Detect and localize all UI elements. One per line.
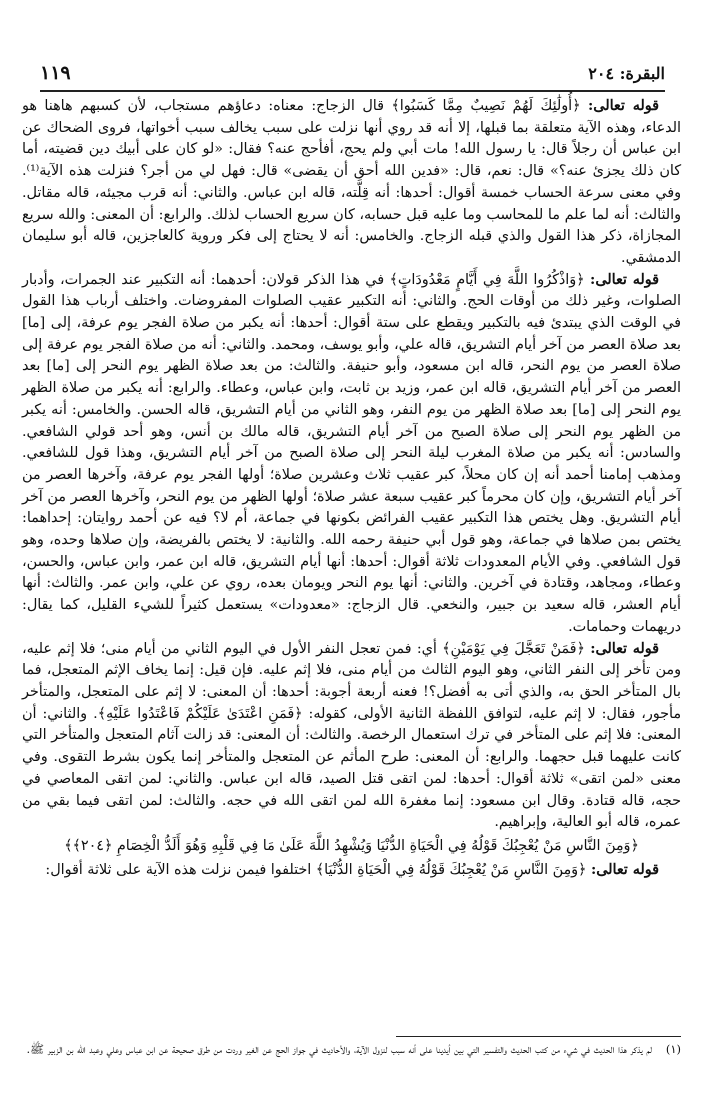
paragraph-label: قوله تعالى: bbox=[590, 271, 660, 288]
paragraph-label: قوله تعالى: bbox=[590, 861, 659, 878]
paragraph bbox=[22, 860, 681, 882]
surah-reference: البقرة: ٢٠٤ bbox=[588, 64, 665, 83]
paragraph-label: قوله تعالى: bbox=[590, 640, 659, 657]
paragraph-text: ﴿أُولَٰئِكَ لَهُمْ نَصِيبٌ مِمَّا كَسَبُوا﴾ قال الزجاج: معناه: دعاؤهم مستجاب، لأن كسبهم هاهنا هو الدعاء، وهذه الآية متعلقة بما قبلها، إلا أنه قد روي أنها نزلت على سبب يخالف سبب أخواتها، فروى الضحاك عن ابن عباس أن رجلاً قال: يا رسول الله! مات أبي ولم يحج، أفأحج عنه؟ فقال: «لو كان على أبيك دين قضيته، أما كان ذلك يجزئ عنه؟» قال: نعم، قال: «فدين الله أحق أن يقضى» قال: فهل لي من أجر؟ فنزلت هذه الآية⁽¹⁾. وفي معنى سرعة الحساب خمسة أقوال: أحدها: أنه قِلَّته، قاله ابن عباس. والثاني: أنه قرب مجيئه، قاله مقاتل. والثالث: أنه لما علم ما للمحاسب وما عليه قبل حسابه، كان سريع الحساب لذلك. والرابع: أن المعنى: والله سريع المجازاة، ذكر هذا القول والذي قبله الزجاج. والخامس: أنه لا يحتاج إلى فكر وروية كالعاجزين، قاله أبو سليمان الدمشقي. bbox=[22, 98, 681, 266]
paragraph-text: ﴿وَمِنَ النَّاسِ مَنْ يُعْجِبُكَ قَوْلُهُ فِي الْحَيَاةِ الدُّنْيَا﴾ اختلفوا فيمن نزلت هذه الآية على ثلاثة أقوال: bbox=[45, 861, 587, 878]
paragraph-text: ﴿وَاذْكُرُوا اللَّهَ فِي أَيَّامٍ مَعْدُودَاتٍ﴾ في هذا الذكر قولان: أحدهما: أنه التكبير عند الجمرات، وأدبار الصلوات، وغير ذلك من أوقات الحج. والثاني: أنه التكبير عقيب الصلوات المفروضات. واختلف أرباب هذا القول في الوقت الذي يبتدئ فيه بالتكبير ويقطع على ستة أقوال: أحدها: أنه يكبر من صلاة الفجر يوم عرفة، إلى [ما] بعد صلاة العصر من آخر أيام التشريق، قاله علي، وأبو يوسف، ومحمد. والثاني: أنه من صلاة الفجر يوم عرفة إلى صلاة العصر من يوم النحر، قاله ابن مسعود، وأبو حنيفة. والثالث: من بعد صلاة الظهر يوم النحر إلى [ما] بعد العصر من آخر أيام التشريق، قاله ابن عمر، وزيد بن ثابت، وابن عباس، وعطاء. والرابع: أنه يكبر من صلاة الظهر يوم النحر إلى [ما] بعد صلاة الظهر من يوم النفر، وهو الثاني من أيام التشريق، قاله الحسن. والخامس: أنه يكبر من الظهر يوم النحر إلى صلاة الصبح من آخر أيام التشريق، قاله مالك بن أنس، وهو أحد قولي الشافعي. والسادس: أنه يكبر من صلاة المغرب ليلة النحر إلى صلاة الصبح من آخر أيام التشريق، وهذا قول للشافعي. ومذهب إمامنا أحمد أنه إن كان محلاً، كبر عقيب ثلاث وعشرين صلاة؛ أولها الفجر يوم عرفة، وآخرها العصر من آخر أيام التشريق، وإن كان محرماً كبر عقيب سبعة عشر صلاة؛ أولها الظهر من يوم النحر، وآخرها العصر من آخر أيام التشريق. وهل يختص هذا التكبير عقيب الفرائض بكونها في جماعة، أم لا؟ فيه عن أحمد روايتان: إحداهما: يختص بمن صلاها في جماعة، وهو قول أبي حنيفة رحمه الله. والثانية: لا يختص بالفريضة، وإن صلاها وحده، وهو قول الشافعي. وفي الأيام المعدودات ثلاثة أقوال: أحدها: أنها أيام التشريق، قاله ابن عمر، وابن عباس، والحسن، وعطاء، ومجاهد، وقتادة في آخرين. والثاني: أنها يوم النحر ويومان بعده، روي عن علي، وابن عمر. والثالث: أنها أيام العشر، قاله سعيد بن جبير، والنخعي. قال الزجاج: «معدودات» يستعمل كثيراً للشيء القليل، كما يقال: دريهمات وحمامات. bbox=[22, 271, 681, 635]
main-text bbox=[22, 96, 681, 881]
quran-verse: ﴿وَمِنَ النَّاسِ مَنْ يُعْجِبُكَ قَوْلُهُ فِي الْحَيَاةِ الدُّنْيَا وَيُشْهِدُ اللَّهَ عَلَىٰ مَا فِي قَلْبِهِ وَهُوَ أَلَدُّ الْخِصَامِ ﴿٢٠٤﴾﴾ bbox=[64, 837, 639, 854]
header-divider bbox=[40, 90, 665, 92]
page-number: ١١٩ bbox=[40, 62, 71, 84]
page-header bbox=[40, 62, 665, 88]
footnote-divider bbox=[396, 1036, 681, 1037]
footnote-text: لم يذكر هذا الحديث في شيء من كتب الحديث والتفسير التي بين أيدينا على أنه سبب لنزول الآية، والأحاديث في جواز الحج عن الغير وردت من طرق صحيحة عن ابن عباس وعلي وعبد الله بن الزبير ﷺ. bbox=[26, 1042, 652, 1056]
paragraph-label: قوله تعالى: bbox=[588, 98, 659, 114]
footnote-number: (١) bbox=[665, 1042, 681, 1056]
paragraph-text: ﴿فَمَنْ تَعَجَّلَ فِي يَوْمَيْنِ﴾ أي: فمن تعجل النفر الأول في اليوم الثاني من أيام منى؛ فلا إثم عليه، ومن تأخر إلى النفر الثاني، وهو اليوم الثالث من أيام منى، فلا إثم عليه. فإن قيل: إنما يخاف الإثم المتعجل، فما بال المتأخر الحق به، والذي أتى به أفضل؟! فعنه أربعة أجوبة: أحدها: أن المعنى: لا إثم على المتعجل، والمتأخر مأجور، فقال: لا إثم عليه، لتوافق اللفظة الثانية الأولى، كقوله: ﴿فَمَنِ اعْتَدَىٰ عَلَيْكُمْ فَاعْتَدُوا عَلَيْهِ﴾. والثاني: أن المعنى: فلا إثم على المتأخر في ترك استعمال الرخصة. والثالث: أن المعنى: قد زالت آثام المتعجل والمتأخر التي كانت عليهما قبل حجهما. والرابع: أن المعنى: طرح المأثم عن المتعجل والمتأخر إنما يكون بشرط التقوى. وفي معنى «لمن اتقى» ثلاثة أقوال: أحدها: لمن اتقى قتل الصيد، قاله ابن عباس. والثاني: لمن اتقى المعاصي في حجه، قاله قتادة. وقال ابن مسعود: إنما مغفرة الله لمن اتقى الله في حجه. والثالث: لمن اتقى فيما بقي من عمره، قاله أبو العالية، وإبراهيم. bbox=[22, 640, 681, 831]
paragraph bbox=[22, 270, 681, 639]
paragraph bbox=[22, 96, 681, 270]
footnote bbox=[22, 1040, 681, 1058]
paragraph bbox=[22, 639, 681, 834]
